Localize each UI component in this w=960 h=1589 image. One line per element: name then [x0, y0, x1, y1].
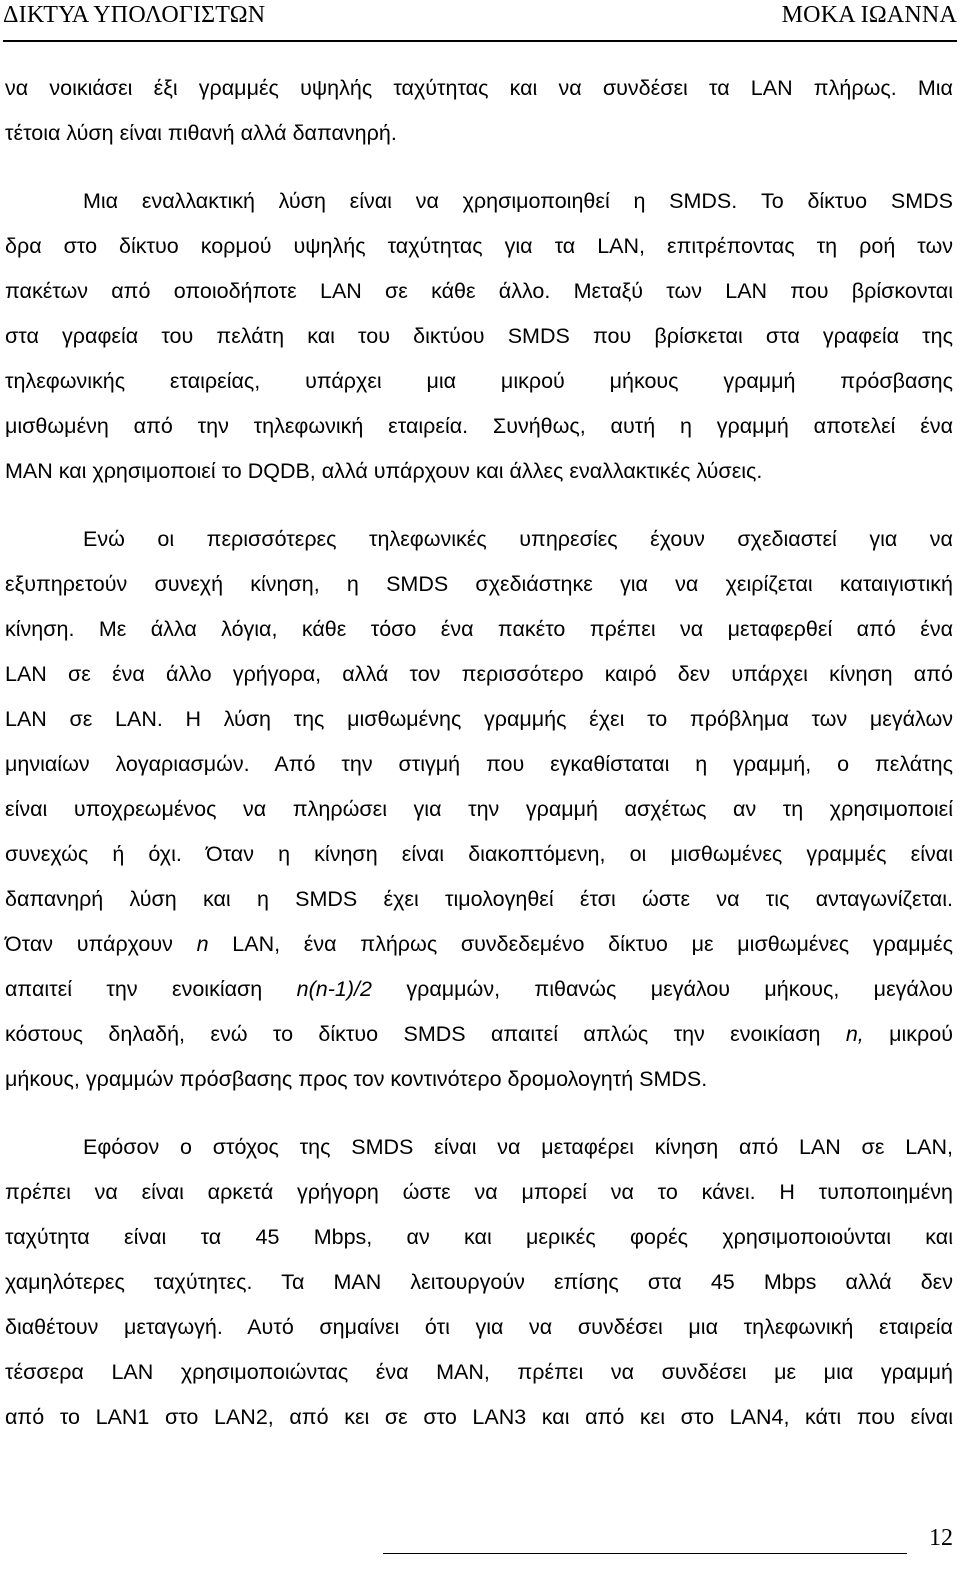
paragraph-gap	[0, 1102, 953, 1125]
text-line	[0, 1012, 953, 1057]
document-body	[0, 66, 953, 1440]
text-line: δαπανηρή λύση και η SMDS έχει τιμολογηθεί έτσι ώστε να τις ανταγωνίζεται.	[5, 887, 953, 911]
text-run: μικρού	[863, 1022, 953, 1046]
paragraph-4	[0, 1125, 953, 1440]
text-line: στα γραφεία του πελάτη και του δικτύου SMDS που βρίσκεται στα γραφεία της	[5, 324, 953, 348]
math-variable: n,	[845, 1022, 864, 1046]
page-header	[3, 0, 957, 40]
text-line: τηλεφωνικής εταιρείας, υπάρχει μια μικρού μήκους γραμμή πρόσβασης	[5, 369, 953, 393]
paragraph-gap	[0, 494, 953, 517]
text-run: LAN, ένα πλήρως συνδεδεμένο δίκτυο με μισθωμένες γραμμές	[208, 932, 953, 956]
text-line: μισθωμένη από την τηλεφωνική εταιρεία. Συνήθως, αυτή η γραμμή αποτελεί ένα	[5, 414, 953, 438]
text-line: συνεχώς ή όχι. Όταν η κίνηση είναι διακοπτόμενη, οι μισθωμένες γραμμές είναι	[5, 842, 953, 866]
text-line: μηνιαίων λογαριασμών. Από την στιγμή που εγκαθίσταται η γραμμή, ο πελάτης	[5, 752, 953, 776]
text-run: γραμμών, πιθανώς μεγάλου μήκους, μεγάλου	[371, 977, 953, 1001]
text-line: τέτοια λύση είναι πιθανή αλλά δαπανηρή.	[5, 121, 397, 145]
text-run: Όταν υπάρχουν	[5, 932, 197, 956]
text-line: τέσσερα LAN χρησιμοποιώντας ένα MAN, πρέπει να συνδέσει με μια γραμμή	[5, 1360, 953, 1384]
text-line: MAN και χρησιμοποιεί το DQDB, αλλά υπάρχουν και άλλες εναλλακτικές λύσεις.	[5, 459, 763, 483]
text-line: χαμηλότερες ταχύτητες. Τα MAN λειτουργούν επίσης στα 45 Mbps αλλά δεν	[5, 1270, 953, 1294]
text-line: πακέτων από οποιοδήποτε LAN σε κάθε άλλο. Μεταξύ των LAN που βρίσκονται	[5, 279, 953, 303]
header-rule	[3, 40, 957, 42]
text-line: πρέπει να είναι αρκετά γρήγορη ώστε να μπορεί να το κάνει. Η τυποποιημένη	[5, 1180, 953, 1204]
paragraph-3	[0, 517, 953, 1102]
text-run: κόστους δηλαδή, ενώ το δίκτυο SMDS απαιτεί απλώς την ενοικίαση	[5, 1022, 846, 1046]
text-line: Μια εναλλακτική λύση είναι να χρησιμοποιηθεί η SMDS. Το δίκτυο SMDS	[83, 189, 953, 213]
paragraph-1	[0, 66, 953, 156]
header-author: ΜΟΚΑ ΙΩΑΝΝΑ	[781, 2, 957, 28]
text-line: LAN σε LAN. Η λύση της μισθωμένης γραμμής έχει το πρόβλημα των μεγάλων	[5, 707, 953, 731]
header-course-title: ΔΙΚΤΥΑ ΥΠΟΛΟΓΙΣΤΩΝ	[3, 2, 266, 28]
text-line: LAN σε ένα άλλο γρήγορα, αλλά τον περισσότερο καιρό δεν υπάρχει κίνηση από	[5, 662, 953, 686]
paragraph-2	[0, 179, 953, 494]
text-line: κίνηση. Με άλλα λόγια, κάθε τόσο ένα πακέτο πρέπει να μεταφερθεί από ένα	[5, 617, 953, 641]
math-variable: n	[196, 932, 209, 956]
text-line: ταχύτητα είναι τα 45 Mbps, αν και μερικές φορές χρησιμοποιούνται και	[5, 1225, 953, 1249]
text-line: εξυπηρετούν συνεχή κίνηση, η SMDS σχεδιάστηκε για να χειρίζεται καταιγιστική	[5, 572, 953, 596]
text-line: Ενώ οι περισσότερες τηλεφωνικές υπηρεσίες έχουν σχεδιαστεί για να	[83, 527, 953, 551]
text-line: μήκους, γραμμών πρόσβασης προς τον κοντινότερο δρομολογητή SMDS.	[5, 1067, 708, 1091]
footer-rule	[383, 1553, 907, 1554]
text-line: Εφόσον ο στόχος της SMDS είναι να μεταφέρει κίνηση από LAN σε LAN,	[83, 1135, 953, 1159]
page-number: 12	[929, 1525, 953, 1551]
text-line: από το LAN1 στο LAN2, από κει σε στο LAN3 και από κει στο LAN4, κάτι που είναι	[5, 1405, 953, 1429]
text-run: απαιτεί την ενοικίαση	[5, 977, 297, 1001]
paragraph-gap	[0, 156, 953, 179]
text-line	[0, 922, 953, 967]
math-formula: n(n-1)/2	[296, 977, 372, 1001]
text-line: διαθέτουν μεταγωγή. Αυτό σημαίνει ότι για να συνδέσει μια τηλεφωνική εταιρεία	[5, 1315, 953, 1339]
text-line: να νοικιάσει έξι γραμμές υψηλής ταχύτητας και να συνδέσει τα LAN πλήρως. Μια	[5, 76, 953, 100]
text-line: δρα στο δίκτυο κορμού υψηλής ταχύτητας για τα LAN, επιτρέποντας τη ροή των	[5, 234, 953, 258]
text-line: είναι υποχρεωμένος να πληρώσει για την γραμμή ασχέτως αν τη χρησιμοποιεί	[5, 797, 953, 821]
text-line	[0, 967, 953, 1012]
